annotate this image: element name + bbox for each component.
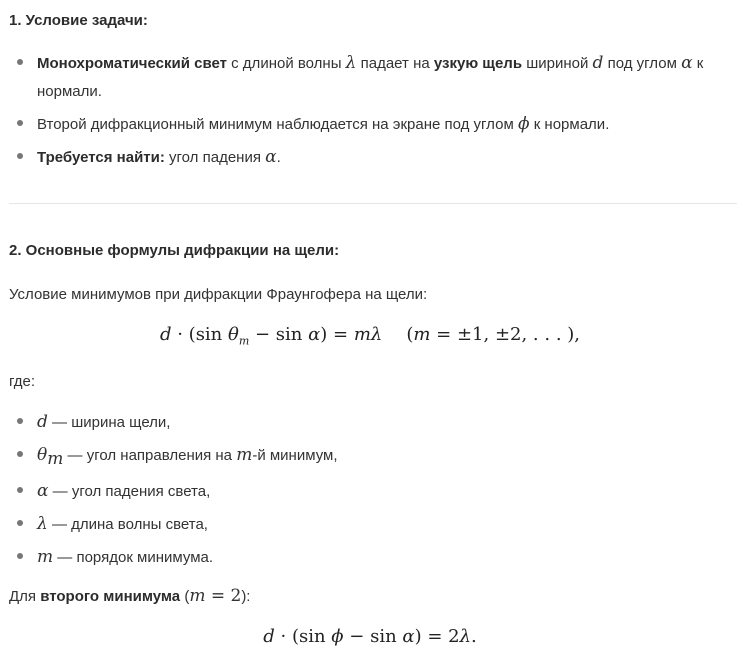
alpha-symbol: α bbox=[681, 53, 693, 73]
section2-heading: 2. Основные формулы дифракции на щели: bbox=[9, 242, 340, 259]
list-item: Второй дифракционный минимум наблюдается на экране под углом ϕ к нормали. bbox=[0, 110, 727, 139]
alpha-symbol: α bbox=[265, 147, 277, 167]
bold-text: узкую щель bbox=[433, 55, 523, 72]
condition-list bbox=[0, 49, 727, 172]
formula-minimum-condition: d · (sin $\theta_m - \sin \alpha) = m\lambda$ (m = ±1, ±2, . . . ), bbox=[159, 324, 581, 348]
definitions-list bbox=[0, 408, 727, 572]
bold-text: Требуется найти: bbox=[37, 149, 165, 166]
list-item: m — порядок минимума. bbox=[0, 543, 727, 572]
phi-symbol: ϕ bbox=[517, 114, 530, 134]
bold-text: второго минимума bbox=[40, 588, 181, 605]
intro-text: Условие минимумов при дифракции Фраунгофера на щели: bbox=[9, 286, 428, 303]
formula-second-minimum: d · (sin ϕ − sin α) = 2λ. bbox=[263, 626, 477, 647]
list-item: α — угол падения света, bbox=[0, 477, 727, 506]
where-text: где: bbox=[9, 373, 36, 390]
d-symbol: d bbox=[592, 53, 604, 73]
bold-text: Монохроматический свет bbox=[37, 55, 227, 72]
list-item: Требуется найти: угол падения α. bbox=[0, 143, 727, 172]
section-divider bbox=[9, 203, 737, 204]
lambda-symbol: λ bbox=[345, 53, 357, 73]
list-item: $\theta_m$ — угол направления на m-й минимум, bbox=[0, 441, 727, 473]
list-item: d — ширина щели, bbox=[0, 408, 727, 437]
second-minimum-text: Для второго минимума (m = 2): bbox=[9, 586, 251, 606]
list-item: λ — длина волны света, bbox=[0, 510, 727, 539]
list-item: Монохроматический свет с длиной волны λ падает на узкую щель шириной d под углом α к нормали. bbox=[0, 49, 727, 106]
section1-heading: 1. Условие задачи: bbox=[9, 12, 148, 29]
